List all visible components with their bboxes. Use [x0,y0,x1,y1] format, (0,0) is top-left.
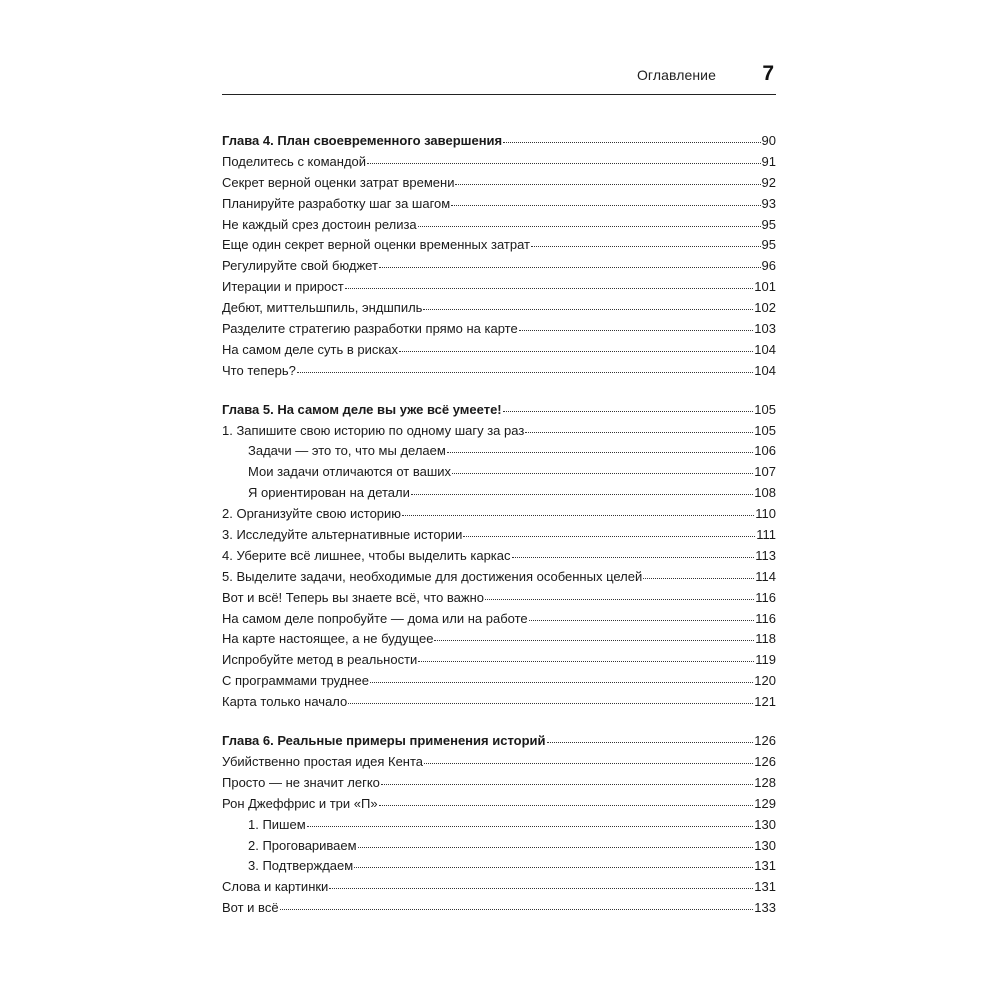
toc-entry [222,877,776,898]
entry-title: 2. Проговариваем [248,837,357,853]
toc-section [222,131,776,382]
entry-page-number: 105 [754,422,776,438]
entry-page-number: 110 [755,506,776,522]
dot-leader [423,297,753,310]
entry-page-number: 126 [754,753,776,769]
dot-leader [531,234,761,247]
dot-leader [370,670,753,683]
toc-entry [222,361,776,382]
toc-chapter-entry [222,131,776,152]
entry-page-number: 121 [754,694,776,710]
toc-entry [222,277,776,298]
dot-leader [348,691,753,704]
dot-leader [379,793,754,806]
toc-entry [222,421,776,442]
entry-title: Вот и всё [222,900,279,916]
dot-leader [463,524,755,537]
entry-title: Убийственно простая идея Кента [222,753,424,769]
entry-page-number: 103 [754,321,776,337]
toc-entry [222,215,776,236]
dot-leader [418,214,761,227]
toc-chapter-entry [222,731,776,752]
entry-title: Еще один секрет верной оценки временных затрат [222,237,530,253]
entry-title: 1. Пишем [248,816,306,832]
dot-leader [297,360,753,373]
dot-leader [345,276,754,289]
toc-entry [222,340,776,361]
entry-title: На карте настоящее, а не будущее [222,631,434,647]
entry-page-number: 116 [755,589,776,605]
entry-title: Просто — не значит легко [222,774,380,790]
toc-entry [222,898,776,919]
dot-leader [402,503,754,516]
running-header [222,60,776,95]
toc-subentry [222,856,776,877]
dot-leader [525,420,753,433]
entry-page-number: 111 [756,527,776,543]
entry-title: Глава 4. План своевременного завершения [222,133,503,148]
entry-page-number: 96 [761,258,776,274]
toc-entry [222,319,776,340]
entry-title: Задачи — это то, что мы делаем [248,443,446,459]
entry-page-number: 119 [755,652,776,668]
entry-page-number: 95 [761,237,776,253]
entry-page-number: 105 [754,401,776,417]
entry-page-number: 131 [754,858,776,874]
entry-title: Глава 5. На самом деле вы уже всё умеете! [222,401,502,417]
entry-page-number: 101 [754,279,776,295]
entry-title: Дебют, миттельшпиль, эндшпиль [222,300,423,316]
toc-subentry [222,483,776,504]
entry-title: 1. Запишите свою историю по одному шагу за раз [222,422,525,438]
dot-leader [485,587,754,600]
entry-title: Секрет верной оценки затрат времени [222,174,455,190]
entry-title: 3. Подтверждаем [248,858,354,874]
entry-title: 3. Исследуйте альтернативные истории [222,527,463,543]
entry-title: 4. Уберите всё лишнее, чтобы выделить каркас [222,547,511,563]
dot-leader [503,399,754,412]
entry-title: На самом деле суть в рисках [222,341,399,357]
toc-entry [222,194,776,215]
dot-leader [452,461,753,474]
dot-leader [379,255,761,268]
toc-entry [222,567,776,588]
entry-page-number: 126 [754,733,776,749]
dot-leader [418,649,754,662]
toc-entry [222,650,776,671]
entry-title: С программами труднее [222,673,369,689]
entry-page-number: 92 [761,174,776,190]
header-page-number: 7 [762,62,774,85]
entry-page-number: 113 [755,547,776,563]
toc-entry [222,298,776,319]
entry-page-number: 90 [761,133,776,148]
toc-section [222,400,776,713]
entry-page-number: 107 [754,464,776,480]
entry-title: Планируйте разработку шаг за шагом [222,195,451,211]
toc-chapter-entry [222,400,776,421]
entry-title: Глава 6. Реальные примеры применения историй [222,733,546,749]
toc-entry [222,629,776,650]
toc-subentry [222,441,776,462]
dot-leader [547,730,754,743]
dot-leader [424,751,753,764]
toc-section [222,731,776,919]
toc-entry [222,546,776,567]
entry-page-number: 106 [754,443,776,459]
dot-leader [411,482,753,495]
entry-title: Карта только начало [222,694,348,710]
entry-title: Поделитесь с командой [222,153,367,169]
entry-title: 5. Выделите задачи, необходимые для достижения особенных целей [222,568,643,584]
entry-page-number: 128 [754,774,776,790]
entry-title: Итерации и прирост [222,279,344,295]
entry-page-number: 133 [754,900,776,916]
entry-page-number: 104 [754,341,776,357]
toc-subentry [222,836,776,857]
entry-page-number: 129 [754,795,776,811]
dot-leader [329,876,753,889]
entry-title: На самом деле попробуйте — дома или на работе [222,610,528,626]
entry-page-number: 108 [754,485,776,501]
entry-page-number: 118 [755,631,776,647]
dot-leader [503,130,760,143]
entry-title: Разделите стратегию разработки прямо на карте [222,321,518,337]
toc-entry [222,692,776,713]
toc-entry [222,752,776,773]
toc-entry [222,588,776,609]
entry-title: Я ориентирован на детали [248,485,410,501]
toc-entry [222,235,776,256]
dot-leader [367,151,760,164]
dot-leader [447,440,753,453]
entry-title: Регулируйте свой бюджет [222,258,378,274]
dot-leader [381,772,753,785]
entry-title: Вот и всё! Теперь вы знаете всё, что важно [222,589,485,605]
toc-entry [222,773,776,794]
entry-title: Не каждый срез достоин релиза [222,216,417,232]
entry-page-number: 114 [755,568,776,584]
toc-entry [222,173,776,194]
dot-leader [280,897,754,910]
toc-subentry [222,462,776,483]
table-of-contents [222,131,776,937]
dot-leader [358,835,754,848]
entry-page-number: 131 [754,879,776,895]
toc-entry [222,609,776,630]
header-title: Оглавление [636,67,716,83]
dot-leader [307,814,754,827]
dot-leader [455,172,760,185]
dot-leader [434,628,754,641]
entry-title: Что теперь? [222,362,296,378]
toc-subentry [222,815,776,836]
entry-title: Слова и картинки [222,879,329,895]
toc-entry [222,525,776,546]
toc-entry [222,152,776,173]
dot-leader [451,193,760,206]
entry-page-number: 104 [754,362,776,378]
toc-entry [222,671,776,692]
dot-leader [529,608,755,621]
entry-title: Испробуйте метод в реальности [222,652,418,668]
toc-entry [222,256,776,277]
entry-page-number: 116 [755,610,776,626]
entry-page-number: 130 [754,816,776,832]
entry-page-number: 120 [754,673,776,689]
dot-leader [643,566,754,579]
entry-title: 2. Организуйте свою историю [222,506,402,522]
dot-leader [512,545,755,558]
toc-entry [222,504,776,525]
dot-leader [399,339,753,352]
entry-page-number: 91 [761,153,776,169]
entry-page-number: 102 [754,300,776,316]
entry-page-number: 95 [761,216,776,232]
entry-title: Мои задачи отличаются от ваших [248,464,452,480]
entry-page-number: 93 [761,195,776,211]
entry-title: Рон Джеффрис и три «П» [222,795,378,811]
dot-leader [519,318,754,331]
entry-page-number: 130 [754,837,776,853]
dot-leader [354,855,753,868]
toc-entry [222,794,776,815]
